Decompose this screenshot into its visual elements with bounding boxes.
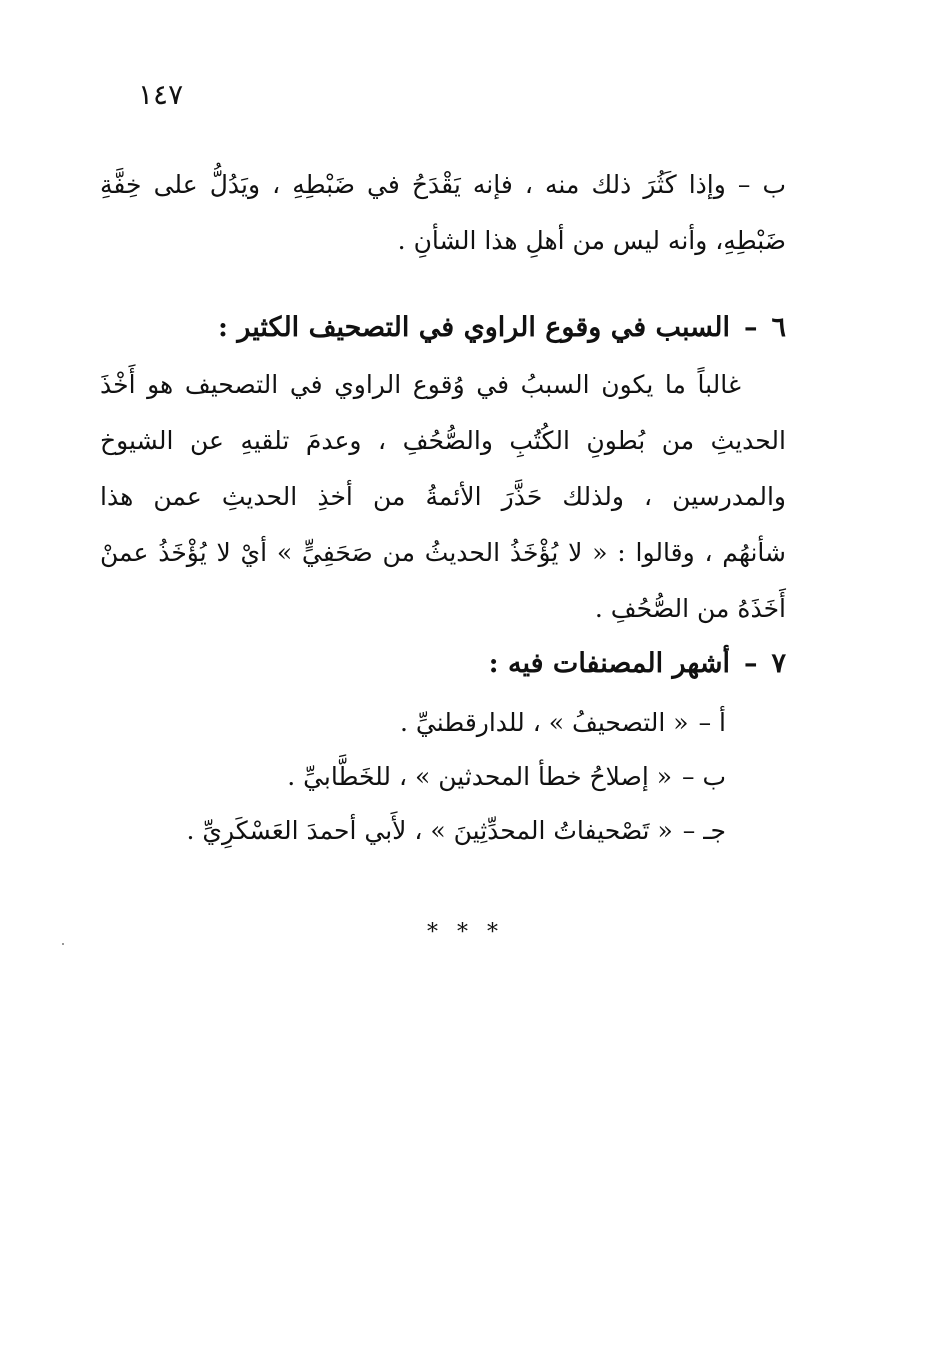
list-item <box>187 816 726 845</box>
list-item-text: « التصحيفُ » ، للدارقطنيِّ . <box>400 708 689 737</box>
section-7-title: أشهر المصنفات فيه : <box>488 648 730 679</box>
list-item-text: « إصلاحُ خطأ المحدثين » ، للخَطَّابيِّ . <box>287 762 673 791</box>
intro-paragraph <box>100 172 786 262</box>
list-item <box>287 762 726 791</box>
page-number: ١٤٧ <box>138 78 184 111</box>
section-6-line-1: غالباً ما يكون السببُ في وُقوع الراوي في التصحيف هو أَخْذَ <box>100 370 741 399</box>
list-item-marker: ب – <box>682 762 726 791</box>
scan-speck <box>62 943 64 945</box>
list-item <box>400 708 726 737</box>
section-7-heading <box>489 648 786 679</box>
section-6-title: السبب في وقوع الراوي في التصحيف الكثير : <box>217 312 730 343</box>
list-item-marker: أ – <box>698 708 726 737</box>
intro-line-2: ضَبْطِهِ، وأنه ليس من أهلِ هذا الشأنِ . <box>397 226 786 255</box>
intro-line-1: ب – وإذا كَثُرَ ذلك منه ، فإنه يَقْدَحُ في ضَبْطِهِ ، ويَدُلُّ على خِفَّةِ <box>100 170 786 199</box>
section-6-line-2: الحديثِ من بُطونِ الكُتُبِ والصُّحُفِ ، وعدمَ تلقيهِ عن الشيوخ <box>100 426 786 455</box>
section-6-line-5: أَخَذَهُ من الصُّحُفِ . <box>594 594 786 623</box>
section-separator: * * * <box>427 920 504 945</box>
section-6-line-3: والمدرسين ، ولذلك حَذَّرَ الأئمةُ من أخذِ الحديثِ عمن هذا <box>100 482 786 511</box>
section-6-heading <box>218 312 786 343</box>
list-item-text: « تَصْحيفاتُ المحدِّثِينَ » ، لأَبي أحمدَ العَسْكَرِيِّ . <box>186 816 673 845</box>
section-6-number: ٦ <box>771 312 786 343</box>
section-6-paragraph <box>100 372 786 622</box>
section-7-number: ٧ <box>771 648 786 679</box>
section-6-dash: – <box>743 312 758 343</box>
list-item-marker: جـ – <box>682 816 726 845</box>
section-7-dash: – <box>743 648 758 679</box>
section-6-line-4: شأنهُم ، وقالوا : « لا يُؤْخَذُ الحديثُ من صَحَفِيٍّ » أيْ لا يُؤْخَذُ عمنْ <box>100 538 786 567</box>
